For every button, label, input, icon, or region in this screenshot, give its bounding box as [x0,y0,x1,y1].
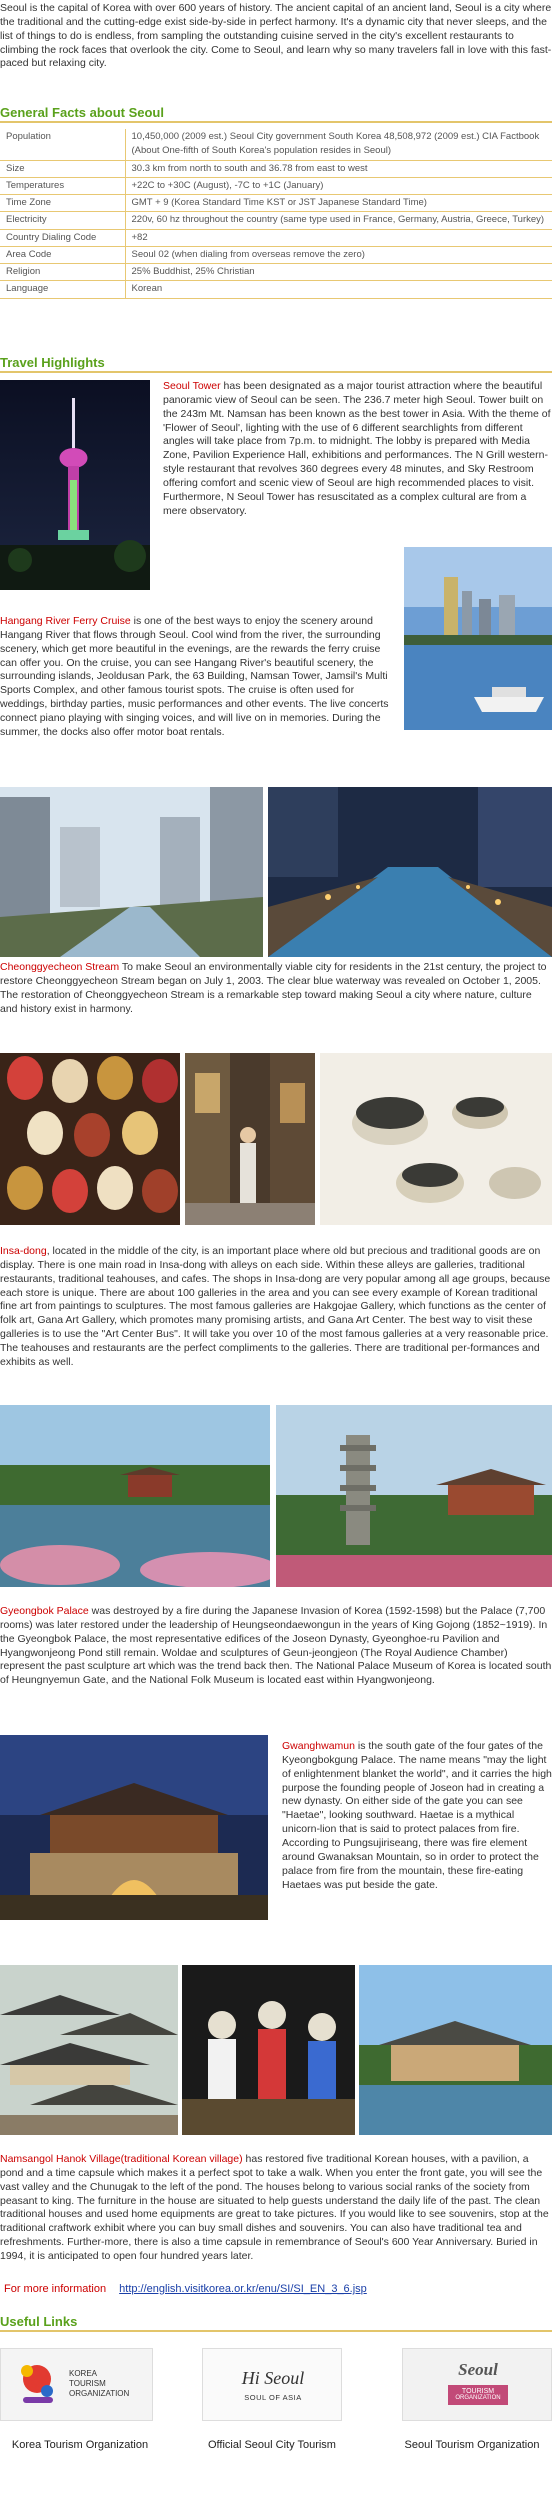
sto-logo-line2: TOURISM [461,2388,495,2395]
insadong-desc: , located in the middle of the city, is an important place where old but precious and traditional goods are on display. There is one main road in Insa-dong with alleys on each side. Within these alleys are galleries, traditional restaurants, traditional teahouses, and cafes. The shops in Insa-dong are very popular among all age groups, because each store is unique. There are about 100 galleries in the area and you can see every example of Korean traditional fine art from paintings to sculptures. The most famous galleries are Hakgojae Gallery, which functions as the center of folk art, Gana Art Gallery, which promotes many promising artists, and Gana Art Center. The best way to visit these galleries is to use the "Art Center Bus". It will take you over 10 of the most famous galleries at a very reasonable price. The teahouses and restaurants are the perfect compliments to the galleries. There are traditional per-formances and exhibits as well. [0,1245,551,1368]
sto-logo-text: Seoul [458,2360,498,2379]
kto-logo-line1: KOREA [69,2369,98,2378]
facts-value: 30.3 km from north to south and 36.78 from east to west [125,160,552,177]
seoul-tower-desc: has been designated as a major tourist attraction where the beautiful panoramic view of Seoul can be seen. The 236.7 meter high Seoul. Tower built on the 243m Mt. Namsan has been known as the best tower in Asia. With the theme of 'Flower of Seoul', lighting with the use of 6 different searchlights from different angles will take place from 7p.m. to midnight. The lobby is prepared with Media Zone, Pavilion Experience Hall, exhibitions and performances. The N Grill western-style restaurant that revolves 360 degrees every 48 minutes, and Sky Restroom offering comfort and scenic view of Seoul are high recommended places to visit. Furthermore, N Seoul Tower has resuscitated as a complex cultural are from a mere observatory. [163,380,551,517]
facts-row [0,160,552,177]
facts-rule [0,121,552,123]
facts-key: Temperatures [0,177,125,194]
seoul-tower-text [163,380,552,519]
facts-title: General Facts about Seoul [0,105,164,120]
highlights-rule [0,371,552,373]
links-rule [0,2330,552,2332]
facts-value: 220v, 60 hz throughout the country (same type used in France, Germany, Austria, Greece, Turkey) [125,212,552,229]
more-info-label: For more information [4,2283,107,2295]
gyeongbok-text [0,1605,552,1688]
facts-value: Seoul 02 (when dialing from overseas remove the zero) [125,246,552,263]
gyeongbok-pagoda-photo [276,1405,552,1587]
facts-value: +22C to +30C (August), -7C to +1C (January) [125,177,552,194]
facts-key: Electricity [0,212,125,229]
highlights-title: Travel Highlights [0,355,105,370]
namsangol-house-photo [359,1965,552,2135]
facts-key: Language [0,281,125,298]
hi-seoul-logo[interactable] [202,2348,342,2421]
facts-key: Religion [0,264,125,281]
kto-link-caption[interactable]: Korea Tourism Organization [11,2439,149,2451]
namsangol-performers-photo [182,1965,355,2135]
sto-logo[interactable] [402,2348,552,2421]
official-seoul-link-caption[interactable]: Official Seoul City Tourism [208,2439,336,2451]
insadong-text [0,1245,552,1370]
facts-row [0,212,552,229]
facts-row [0,177,552,194]
links-title: Useful Links [0,2314,78,2329]
intro-text: Seoul is the capital of Korea with over 600 years of history. The ancient capital of an ancient land, Seoul is a city where the traditional and the cutting-edge exist side-by-side in perfect harmony. It's a dynamic city that never sleeps, and the list of things to do is endless, from sampling the outstanding cuisine served in the city's excellent restaurants to climbing the rock faces that overlook the city. Come to Seoul, and learn why so many travelers fall in love with this fast-paced but relaxing city. [0,2,552,70]
facts-row [0,264,552,281]
namsangol-text [0,2153,552,2264]
cheonggyecheon-desc: To make Seoul an environmentally viable city for residents in the 21st century, the project to restore Cheonggyecheon Stream began on July 1, 2003. The clear blue waterway was revealed on October 1, 2005. The restoration of Cheonggyecheon Stream is a remarkable step toward making Seoul a city where nature, culture and history exist in harmony. [0,961,547,1015]
hi-seoul-logo-text: Hi Seoul [241,2368,305,2388]
hi-seoul-logo-tagline: SOUL OF ASIA [244,2393,302,2402]
facts-value: 25% Buddhist, 25% Christian [125,264,552,281]
facts-key: Size [0,160,125,177]
insadong-teaset-photo [320,1053,552,1225]
gwanghwamun-photo [0,1735,268,1920]
gyeongbok-pavilion-photo [0,1405,270,1587]
more-info [4,2282,367,2297]
facts-table [0,129,552,299]
namsangol-rooftops-photo [0,1965,178,2135]
insadong-street-photo [185,1053,315,1225]
hangang-river-photo [404,547,552,730]
gwanghwamun-name: Gwanghwamun [282,1740,355,1752]
cheonggyecheon-night-photo [268,787,552,957]
facts-key: Time Zone [0,195,125,212]
more-info-link[interactable]: http://english.visitkorea.or.kr/enu/SI/SI_EN_3_6.jsp [119,2283,367,2295]
facts-key: Area Code [0,246,125,263]
namsangol-desc: has restored five traditional Korean houses, with a pavilion, a pond and a time capsule which makes it a perfect spot to take a walk. When you enter the front gate, you will see the vast valley and the Chunugak to the left of the pond. The houses belong to various social ranks of the society from peasant to king. The furniture in the house are situated to help guests understand the daily life of the past. The clean traditional houses and used home equipments are great to take pictures. If you would like to see souvenirs, stop at the traditional craftwork exhibit where you can buy small dishes and souvenirs. You can also have traditional tea and refreshments. Further-more, there is also a time capsule in remembrance of Seoul's 600 Year Anniversary. Buried in 1994, it is anticipated to open four hundred years later. [0,2153,549,2263]
facts-row [0,281,552,298]
kto-logo[interactable] [0,2348,153,2421]
facts-key: Country Dialing Code [0,229,125,246]
facts-row [0,229,552,246]
hangang-text [0,615,397,740]
hangang-desc: is one of the best ways to enjoy the scenery around Hangang River that flows through Seoul. Cool wind from the river, the surrounding scenery, which get more beautiful in the evenings, are the rewards the ferry cruise can offer you. On the cruise, you can see Hangang River's beautiful scenery, the surrounding islands, Jeoldusan Park, the 63 Building, Namsan Tower, Jamsil's Multi Sports Complex, and other famous tourist spots. The cruise is often used for weddings, birthday parties, music performances and other events. The live concerts connect piano playing with singing voices, and will live on in memories. During the summer, the docks also offer motor boat rentals. [0,615,389,738]
facts-row [0,129,552,160]
facts-value: Korean [125,281,552,298]
hangang-name: Hangang River Ferry Cruise [0,615,131,627]
facts-row [0,195,552,212]
cheonggyecheon-name: Cheonggyecheon Stream [0,961,120,973]
gyeongbok-desc: was destroyed by a fire during the Japanese Invasion of Korea (1592-1598) but the Palace (7,700 rooms) was later restored under the leadership of Heungseondaewongun in the years of King Gojong (1852~1919). In the Gyeongbok Palace, the most representative edifices of the Joseon Dynasty, Gyeonghoe-ru Pavilion and Hyangwonjeong Pond still remain. Woldae and sculptures of Geun-jeongjeon (The Royal Audience Chamber) represent the past sculpture art which was the trend back then. The National Palace Museum of Korea is located south of Heungnyemun Gate, and the National Folk Museum is located east within Hyangwonjeong. [0,1605,552,1687]
seoul-tower-name: Seoul Tower [163,380,221,392]
gwanghwamun-desc: is the south gate of the four gates of the Kyeongbokgung Palace. The name means "may the light of enlightenment blanket the world", and it carries the high purpose the founding people of Joseon had in creating a new dynasty. On either side of the gate you can see "Haetae", looking southward. Haetae is a mythical unicorn-lion that is said to protect palaces from fire. According to Pungsujiriseang, there was fire element around Gwanaksan Mountain, so in order to protect the palace from fire from the mountain, these fire-eating Haetaes was put beside the gate. [282,1740,552,1891]
insadong-masks-photo [0,1053,180,1225]
facts-key: Population [0,129,125,160]
facts-value: 10,450,000 (2009 est.) Seoul City government South Korea 48,508,972 (2009 est.) CIA Factbook (About One-fifth of South Korea's population resides in Seoul) [125,129,552,160]
seoul-tower-photo [0,380,150,590]
facts-row [0,246,552,263]
cheonggyecheon-day-photo [0,787,263,957]
facts-value: +82 [125,229,552,246]
sto-link-caption[interactable]: Seoul Tourism Organization [404,2439,540,2451]
kto-logo-line3: ORGANIZATION [69,2389,130,2398]
kto-logo-line2: TOURISM [69,2379,106,2388]
facts-value: GMT + 9 (Korea Standard Time KST or JST Japanese Standard Time) [125,195,552,212]
gyeongbok-name: Gyeongbok Palace [0,1605,89,1617]
insadong-name: Insa-dong [0,1245,47,1257]
cheonggyecheon-text [0,961,552,1016]
namsangol-name: Namsangol Hanok Village(traditional Korean village) [0,2153,243,2165]
sto-logo-line3: ORGANIZATION [455,2395,501,2401]
gwanghwamun-text [282,1740,552,1892]
